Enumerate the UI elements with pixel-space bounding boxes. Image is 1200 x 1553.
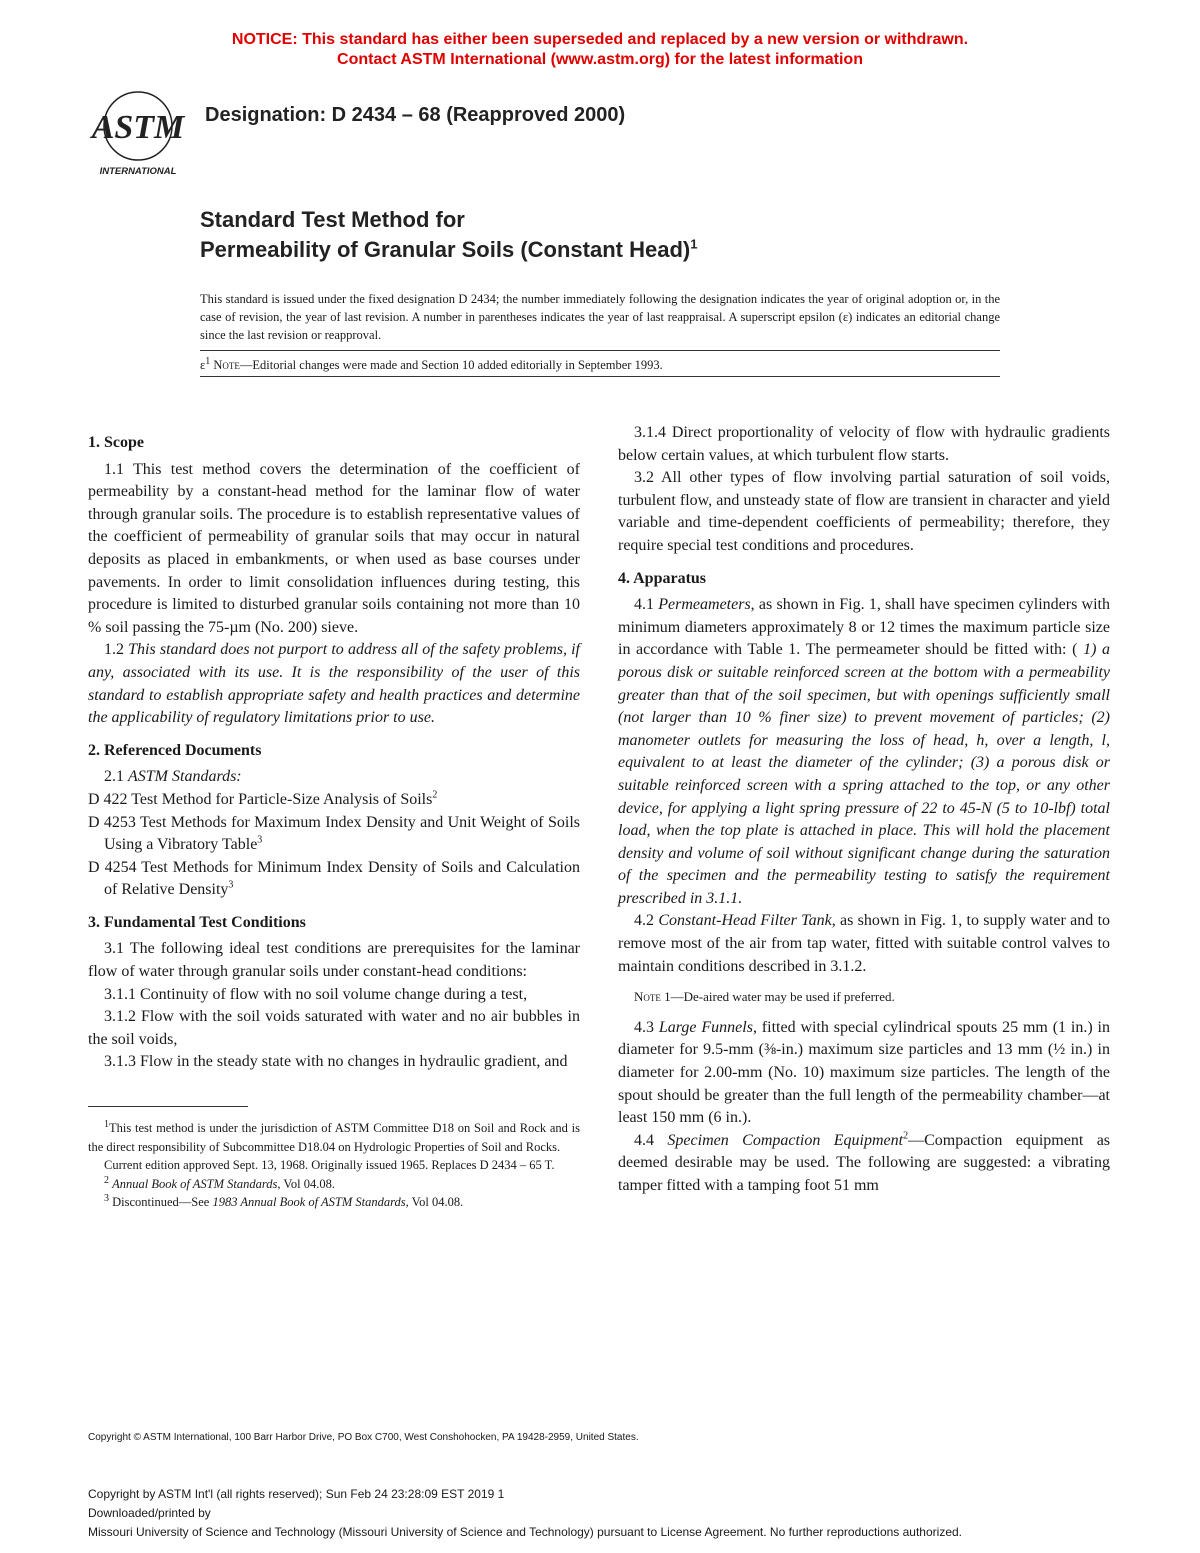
paragraph: 3.1.3 Flow in the steady state with no changes in hydraulic gradient, and (104, 1053, 568, 1071)
paragraph: 4.4 Specimen Compaction Equipment$^2$—Compaction equipment as deemed desirable may be used. The following are suggested: a vibrating tamper fitted with a tamping foot 51 mm (618, 1130, 1111, 1194)
footer-line-3: Missouri University of Science and Technology (Missouri University of Science and Technology) pursuant to License Agreement. No further reproductions authorized. (88, 1525, 963, 1539)
copyright-line: Copyright © ASTM International, 100 Barr Harbor Drive, PO Box C700, West Conshohocken, PA 19428-2959, United States. (88, 1432, 639, 1443)
notice-line-2: Contact ASTM International (www.astm.org) for the latest information (337, 51, 863, 68)
section-heading: 4. Apparatus (618, 569, 707, 587)
footnote: $^3$ Discontinued—See 1983 Annual Book of ASTM Standards, Vol 04.08. (104, 1192, 464, 1210)
footnote-divider (88, 1106, 248, 1107)
section-heading: 1. Scope (88, 434, 144, 451)
paragraph: 3.1.1 Continuity of flow with no soil volume change during a test, (104, 985, 528, 1003)
title-line-2: Permeability of Granular Soils (Constant Head)$^1$ (200, 236, 698, 262)
right-column (618, 422, 1110, 1198)
download-footer (88, 1485, 962, 1542)
footnote: $^1$This test method is under the jurisdiction of ASTM Committee D18 on Soil and Rock and is the direct responsibility of Subcommittee D18.04 on Hydrologic Properties of Soil and Rocks. (88, 1118, 580, 1154)
paragraph: 3.1.4 Direct proportionality of velocity of flow with hydraulic gradients below certain values, at which turbulent flow starts. (618, 424, 1110, 464)
issuance-statement: This standard is issued under the fixed designation D 2434; the number immediately following the designation indicates the year of original adoption or, in the case of revision, the year of last revision. A number in parentheses indicates the year of last reappraisal. A superscript epsilon (ε) indicates an editorial change since the last revision or reapproval. (200, 292, 1000, 342)
paragraph: 1.2 This standard does not purport to address all of the safety problems, if any, associated with its use. It is the responsibility of the user of this standard to establish appropriate safety and health practices and determine the applicability of regulatory limitations prior to use. (88, 641, 581, 727)
divider (200, 350, 1000, 351)
paragraph: 4.2 Constant-Head Filter Tank, as shown in Fig. 1, to supply water and to remove most of the air from tap water, fitted with suitable control valves to maintain conditions described in 3.1.2. (618, 912, 1111, 975)
footer-line-1: Copyright by ASTM Int'l (all rights reserved); Sun Feb 24 23:28:09 EST 2019 1 (88, 1487, 505, 1501)
reference-item: D 4254 Test Methods for Minimum Index Density of Soils and Calculation of Relative Density$^3$ (88, 858, 580, 899)
section-heading: 2. Referenced Documents (88, 741, 262, 759)
divider (200, 376, 1000, 377)
reference-item: D 422 Test Method for Particle-Size Analysis of Soils$^2$ (88, 789, 438, 808)
withdrawn-notice (0, 30, 1200, 70)
section-heading: 3. Fundamental Test Conditions (88, 913, 306, 931)
paragraph: 3.1 The following ideal test conditions are prerequisites for the laminar flow of water through granular soils under constant-head conditions: (88, 940, 580, 981)
document-title (200, 205, 697, 265)
paragraph: 4.3 Large Funnels, fitted with special cylindrical spouts 25 mm (1 in.) in diameter for 9.5-mm (⅜-in.) maximum size particles and 13 mm (½ in.) in diameter for 2.00-mm (No. 10) maximum size particles. The length of the spout should be greater than the full length of the permeability chamber—at least 150 mm (6 in.). (618, 1018, 1111, 1127)
paragraph: 3.1.2 Flow with the soil voids saturated with water and no air bubbles in the soil voids, (88, 1008, 580, 1048)
svg-text:INTERNATIONAL: INTERNATIONAL (99, 166, 177, 177)
svg-text:ASTM: ASTM (91, 109, 185, 146)
notice-line-1: NOTICE: This standard has either been superseded and replaced by a new version or withdrawn. (231, 31, 969, 48)
title-line-1: Standard Test Method for (200, 207, 465, 232)
note: Note 1—De-aired water may be used if preferred. (634, 989, 895, 1005)
designation: Designation: D 2434 – 68 (Reapproved 2000) (205, 104, 626, 126)
left-column (88, 422, 580, 1212)
paragraph: 2.1 ASTM Standards: (104, 768, 242, 786)
footnote: Current edition approved Sept. 13, 1968. Originally issued 1965. Replaces D 2434 – 65 T. (104, 1158, 555, 1173)
paragraph: 1.1 This test method covers the determination of the coefficient of permeability by a constant-head method for the laminar flow of water through granular soils. The procedure is to establish representative values of the coefficient of permeability of granular soils that may occur in natural deposits as placed in embankments, or when used as base courses under pavements. In order to limit consolidation influences during testing, this procedure is limited to disturbed granular soils containing not more than 10 % soil passing the 75-µm (No. 200) sieve. (88, 460, 580, 636)
paragraph: 3.2 All other types of flow involving partial saturation of soil voids, turbulent flow, and unsteady state of flow are transient in character and yield variable and time-dependent coefficients of permeability; therefore, they require special test conditions and procedures. (618, 469, 1110, 554)
astm-logo (88, 90, 188, 178)
reference-item: D 4253 Test Methods for Maximum Index Density and Unit Weight of Soils Using a Vibratory Table$^3$ (88, 813, 580, 854)
editorial-note: $\varepsilon^1$ Note—Editorial changes were made and Section 10 added editorially in September 1993. (200, 355, 663, 372)
paragraph: 4.1 Permeameters, as shown in Fig. 1, shall have specimen cylinders with minimum diameters approximately 8 or 12 times the maximum particle size in accordance with Table 1. The permeameter should be fitted with: ( 1) a porous disk or suitable reinforced screen at the bottom with a permeability greater than that of the soil specimen, but with openings sufficiently small (not larger than 10 % finer size) to prevent movement of particles; (2) manometer outlets for measuring the loss of head, h, over a length, l, equivalent to at least the diameter of the cylinder; (3) a porous disk or suitable reinforced screen with a spring attached to the top, or any other device, for applying a light spring pressure of 22 to 45-N (5 to 10-lbf) total load, when the top plate is attached in place. This will hold the placement density and volume of soil without significant change during the saturation of the specimen and the permeability testing to satisfy the requirement prescribed in 3.1.1. (618, 596, 1111, 907)
footnote: $^2$ Annual Book of ASTM Standards, Vol 04.08. (104, 1174, 335, 1191)
footer-line-2: Downloaded/printed by (88, 1506, 211, 1520)
